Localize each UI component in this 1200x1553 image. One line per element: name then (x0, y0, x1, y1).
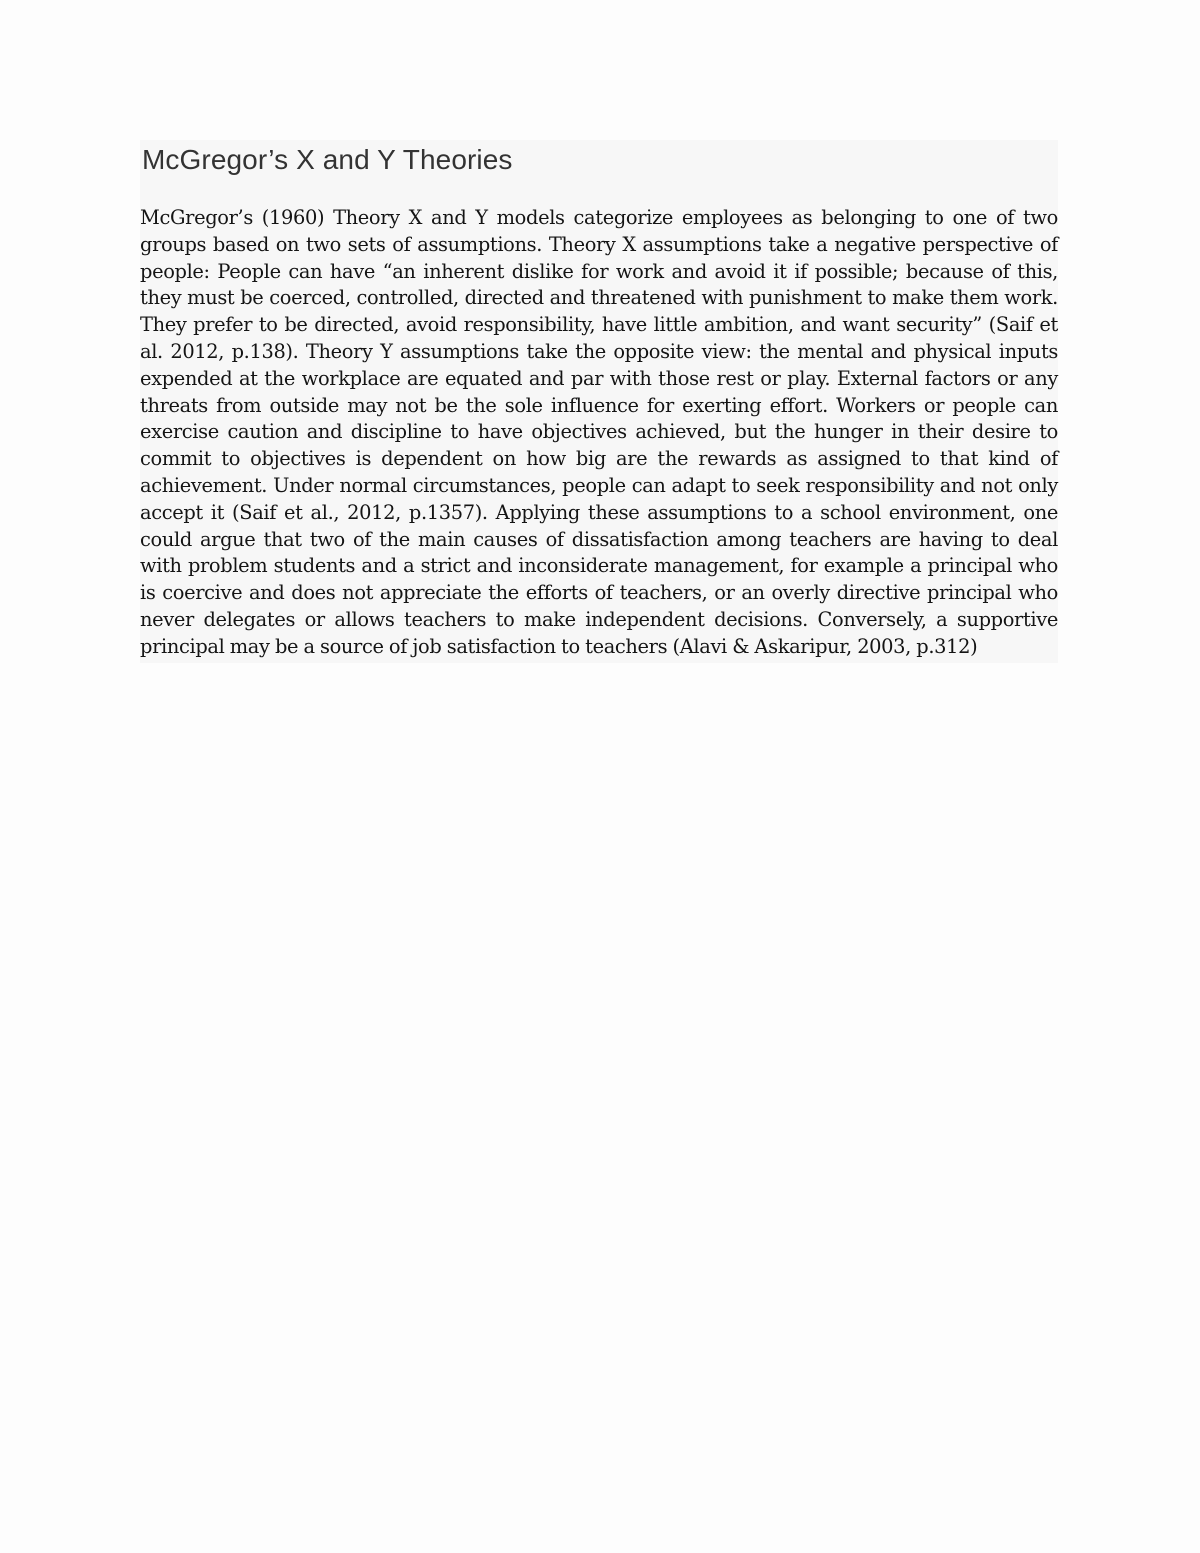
page-title: McGregor’s X and Y Theories (142, 144, 513, 175)
body-paragraph: McGregor’s (1960) Theory X and Y models categorize employees as belonging to one of two groups based on two sets of assumptions. Theory X assumptions take a negative perspective of people: People can have “an inherent dislike for work and avoid it if possible; because of this, they must be coerced, controlled, directed and threatened with punishment to make them work. They prefer to be directed, avoid responsibility, have little ambition, and want security” (Saif et al. 2012, p.138). Theory Y assumptions take the opposite view: the mental and physical inputs expended at the workplace are equated and par with those rest or play. External factors or any threats from outside may not be the sole influence for exerting effort. Workers or people can exercise caution and discipline to have objectives achieved, but the hunger in their desire to commit to objectives is dependent on how big are the rewards as assigned to that kind of achievement. Under normal circumstances, people can adapt to seek responsibility and not only accept it (Saif et al., 2012, p.1357). Applying these assumptions to a school environment, one could argue that two of the main causes of dissatisfaction among teachers are having to deal with problem students and a strict and inconsiderate management, for example a principal who is coercive and does not appreciate the efforts of teachers, or an overly directive principal who never delegates or allows teachers to make independent decisions. Conversely, a supportive principal may be a source of job satisfaction to teachers (Alavi & Askaripur, 2003, p.312) (140, 206, 1058, 658)
text-block (140, 140, 1058, 663)
